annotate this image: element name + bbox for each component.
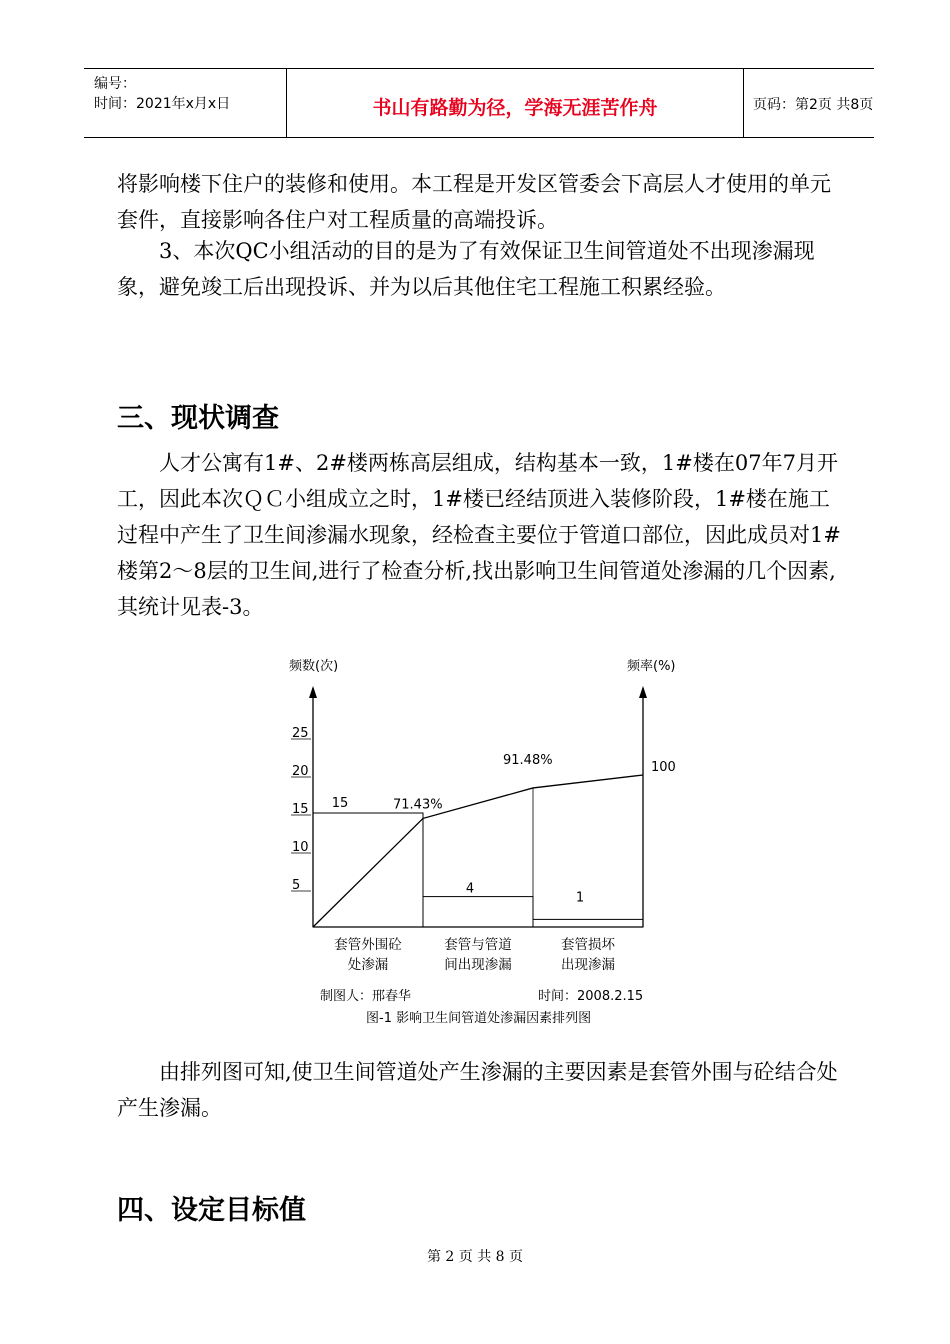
y-axis-right-arrow bbox=[639, 686, 647, 698]
y-axis-left-arrow bbox=[309, 686, 317, 698]
y-tick-label: 25 bbox=[292, 726, 309, 741]
y-tick-label: 15 bbox=[292, 802, 309, 817]
category-label: 处渗漏 bbox=[347, 957, 389, 973]
header-page-label: 页码：第2页 共8页 bbox=[753, 97, 874, 113]
y-tick-label: 5 bbox=[292, 878, 301, 893]
section-4-title: 四、设定目标值 bbox=[117, 1195, 306, 1226]
bar-value-label: 15 bbox=[331, 796, 349, 811]
bar bbox=[533, 919, 643, 927]
bar-value-label: 1 bbox=[575, 890, 585, 906]
bar bbox=[423, 897, 533, 927]
y-tick-label: 10 bbox=[292, 840, 309, 855]
page-header bbox=[84, 68, 874, 138]
doc-number-label: 编号： bbox=[94, 76, 136, 92]
chart-date: 时间：2008.2.15 bbox=[538, 989, 644, 1004]
pareto-chart bbox=[280, 648, 710, 1033]
chart-caption: 图-1 影响卫生间管道处渗漏因素排列图 bbox=[366, 1011, 592, 1026]
category-label: 出现渗漏 bbox=[561, 957, 615, 973]
bar-value-label: 4 bbox=[465, 881, 475, 897]
cumulative-label: 71.43% bbox=[393, 797, 443, 813]
y-axis-label: 频数(次) bbox=[289, 659, 339, 674]
cumulative-label: 91.48% bbox=[503, 752, 553, 768]
header-left-cell bbox=[84, 69, 286, 137]
section-3-title: 三、现状调查 bbox=[117, 403, 279, 434]
page-footer: 第 2 页 共 8 页 bbox=[426, 1249, 524, 1265]
y-tick-label: 20 bbox=[292, 764, 309, 779]
chart-maker: 制图人：邢春华 bbox=[320, 989, 412, 1004]
header-motto-cell bbox=[286, 69, 744, 137]
header-page-cell bbox=[743, 69, 874, 137]
paragraph-3: 人才公寓有1#、2#楼两栋高层组成，结构基本一致，1#楼在07年7月开工，因此本次ＱＣ小组成立之时，1#楼已经结顶进入装修阶段，1#楼在施工过程中产生了卫生间渗漏水现象，经检查主要位于管道口部位，因此成员对1#楼第2～8层的卫生间,进行了检查分析,找出影响卫生间管道处渗漏的几个因素,其统计见表-3。 bbox=[117, 451, 841, 619]
y2-axis-label: 频率(%) bbox=[627, 659, 676, 674]
cumulative-label: 100 bbox=[651, 760, 676, 775]
category-label: 套管与管道 bbox=[444, 937, 512, 953]
header-motto: 书山有路勤为径，学海无涯苦作舟 bbox=[372, 97, 658, 119]
paragraph-1: 将影响楼下住户的装修和使用。本工程是开发区管委会下高层人才使用的单元套件，直接影响各住户对工程质量的高端投诉。 bbox=[117, 172, 831, 232]
cumulative-line bbox=[313, 775, 643, 927]
category-label: 间出现渗漏 bbox=[444, 957, 512, 973]
paragraph-2: 3、本次QC小组活动的目的是为了有效保证卫生间管道处不出现渗漏现象，避免竣工后出现投诉、并为以后其他住宅工程施工积累经验。 bbox=[117, 239, 815, 299]
category-label: 套管损坏 bbox=[561, 937, 615, 953]
category-label: 套管外围砼 bbox=[334, 937, 402, 953]
paragraph-4: 由排列图可知,使卫生间管道处产生渗漏的主要因素是套管外围与砼结合处产生渗漏。 bbox=[117, 1060, 838, 1120]
doc-time-label: 时间：2021年x月x日 bbox=[94, 96, 231, 112]
